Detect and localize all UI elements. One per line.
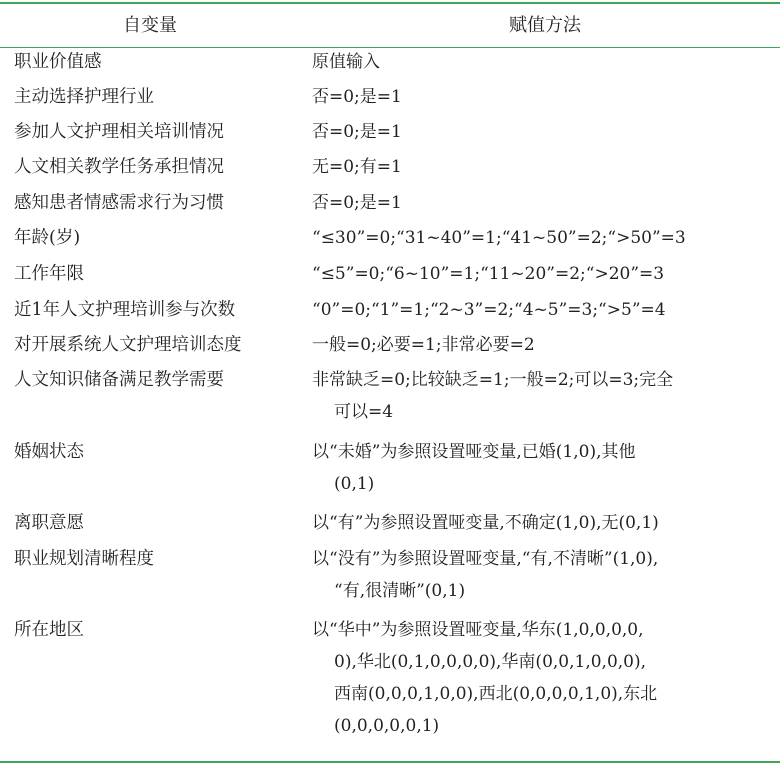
- assignment-line: 否=0;是=1: [312, 122, 402, 142]
- variable-cell: 所在地区: [14, 620, 84, 640]
- assignment-cell: [312, 151, 770, 183]
- table-top-rule: [0, 2, 780, 4]
- assignment-line: 以“有”为参照设置哑变量,不确定(1,0),无(0,1): [312, 513, 659, 533]
- variable-cell: 对开展系统人文护理培训态度: [14, 335, 242, 355]
- variable-cell: 职业价值感: [14, 52, 102, 72]
- assignment-cell: [312, 258, 770, 290]
- variable-cell: 离职意愿: [14, 513, 84, 533]
- variable-cell: 工作年限: [14, 264, 84, 284]
- column-header-variable: 自变量: [123, 15, 177, 36]
- assignment-cell: [312, 436, 770, 500]
- assignment-cell: [312, 364, 770, 428]
- assignment-line: 以“未婚”为参照设置哑变量,已婚(1,0),其他: [312, 442, 636, 462]
- variable-cell: 主动选择护理行业: [14, 87, 154, 107]
- assignment-line: “≤5”=0;“6~10”=1;“11~20”=2;“>20”=3: [312, 264, 665, 284]
- assignment-cell: [312, 543, 770, 607]
- assignment-cell: [312, 507, 770, 539]
- assignment-line: 非常缺乏=0;比较缺乏=1;一般=2;可以=3;完全: [312, 370, 674, 390]
- assignment-cell: [312, 187, 770, 219]
- variable-cell: 参加人文护理相关培训情况: [14, 122, 224, 142]
- assignment-cell: [312, 294, 770, 326]
- variable-cell: 年龄(岁): [14, 228, 81, 248]
- assignment-line: 无=0;有=1: [312, 157, 402, 177]
- assignment-line: “≤30”=0;“31~40”=1;“41~50”=2;“>50”=3: [312, 228, 686, 248]
- variable-cell: 婚姻状态: [14, 442, 84, 462]
- assignment-line: “0”=0;“1”=1;“2~3”=2;“4~5”=3;“>5”=4: [312, 300, 666, 320]
- variable-cell: 人文相关教学任务承担情况: [14, 157, 224, 177]
- assignment-line: 以“华中”为参照设置哑变量,华东(1,0,0,0,0,: [312, 620, 644, 640]
- table-bottom-rule: [0, 761, 780, 763]
- assignment-cell: [312, 614, 770, 742]
- assignment-line: 可以=4: [334, 402, 394, 422]
- assignment-line: “有,很清晰”(0,1): [334, 581, 466, 601]
- assignment-line: 一般=0;必要=1;非常必要=2: [312, 335, 535, 355]
- assignment-line: (0,1): [334, 474, 375, 494]
- assignment-line: 原值输入: [312, 52, 380, 72]
- assignment-line: 否=0;是=1: [312, 87, 402, 107]
- variable-cell: 职业规划清晰程度: [14, 549, 154, 569]
- column-header-assignment: 赋值方法: [509, 15, 581, 36]
- variable-cell: 人文知识储备满足教学需要: [14, 370, 224, 390]
- variable-cell: 感知患者情感需求行为习惯: [14, 193, 224, 213]
- assignment-cell: [312, 222, 770, 254]
- assignment-line: 0),华北(0,1,0,0,0,0),华南(0,0,1,0,0,0),: [334, 652, 647, 672]
- variable-cell: 近1年人文护理培训参与次数: [14, 300, 236, 320]
- assignment-cell: [312, 116, 770, 148]
- assignment-line: 西南(0,0,0,1,0,0),西北(0,0,0,0,1,0),东北: [334, 684, 658, 704]
- assignment-line: 否=0;是=1: [312, 193, 402, 213]
- assignment-cell: [312, 81, 770, 113]
- assignment-line: (0,0,0,0,0,1): [334, 716, 440, 736]
- assignment-cell: [312, 46, 770, 78]
- assignment-line: 以“没有”为参照设置哑变量,“有,不清晰”(1,0),: [312, 549, 659, 569]
- assignment-cell: [312, 329, 770, 361]
